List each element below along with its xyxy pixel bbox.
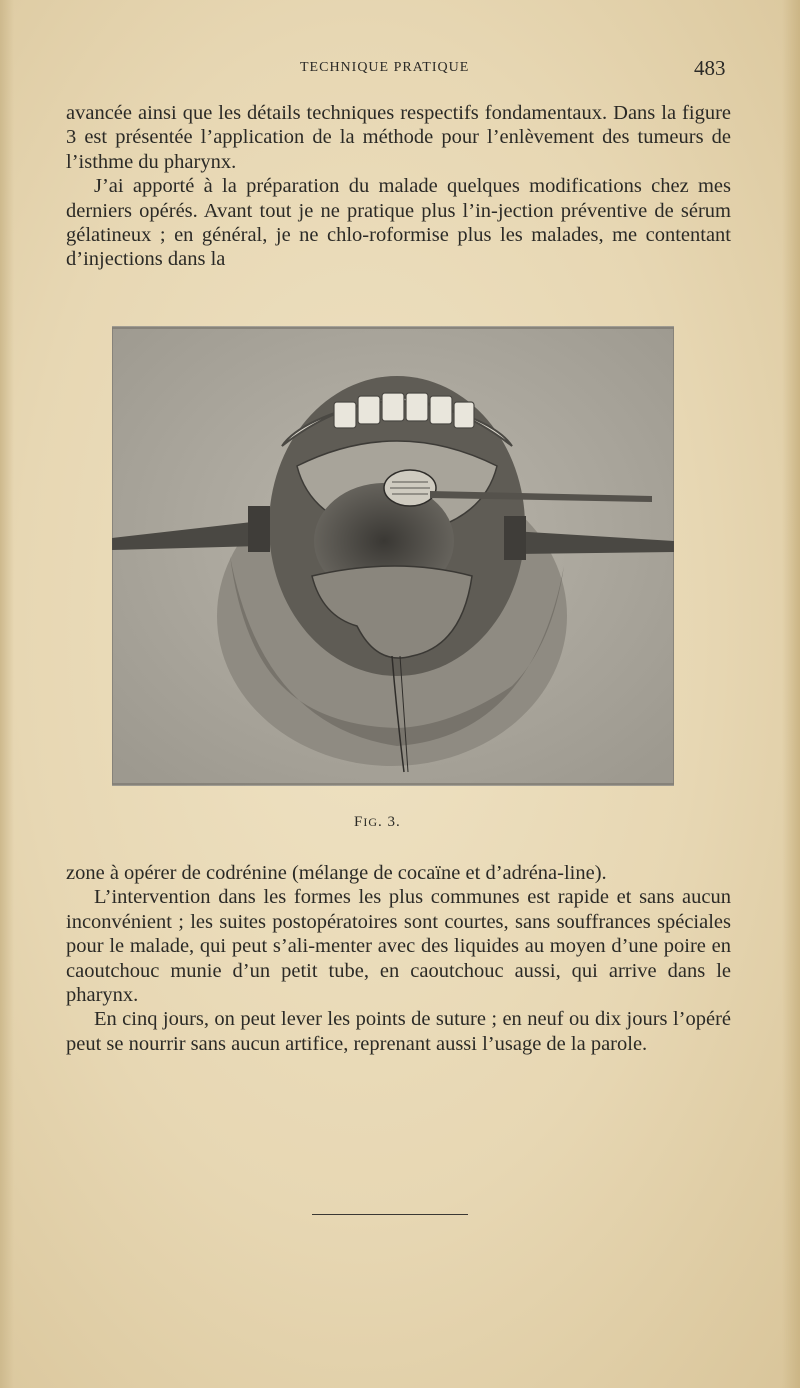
paragraph: zone à opérer de codrénine (mélange de cocaïne et d’adréna-line). [66, 862, 607, 884]
paragraph: En cinq jours, on peut lever les points de suture ; en neuf ou dix jours l’opéré peut se nourrir sans aucun artifice, reprenant aussi l’usage de la parole. [66, 1008, 731, 1055]
caption-number: . 3. [378, 814, 401, 830]
paragraph: J’ai apporté à la préparation du malade quelques modifications chez mes derniers opérés. Avant tout je ne pratique plus l’in-jection préventive de sérum gélatineux ; en général, je ne chlo-roformise plus les malades, me contentant d’injections dans la [66, 175, 731, 271]
figure-caption [354, 814, 401, 831]
surgical-illustration [112, 326, 674, 786]
section-end-rule [312, 1214, 468, 1215]
caption-smallcaps: IG [363, 815, 379, 829]
caption-prefix: F [354, 814, 364, 830]
body-text-bottom [66, 861, 731, 1056]
paragraph: L’intervention dans les formes les plus communes est rapide et sans aucun inconvénient ; les suites postopératoires sont courtes, sans souffrances spéciales pour le malade, qui peut s’ali-menter avec des liquides au moyen d’une poire en caoutchouc munie d’un petit tube, en caoutchouc aussi, qui arrive dans le pharynx. [66, 886, 731, 1007]
paragraph: avancée ainsi que les détails techniques respectifs fondamentaux. Dans la figure 3 est présentée l’application de la méthode pour l’enlèvement des tumeurs de l’isthme du pharynx. [66, 102, 731, 173]
mouth-retractor-drawing [112, 326, 674, 786]
body-text-top [66, 101, 731, 272]
running-head: TECHNIQUE PRATIQUE [300, 60, 470, 75]
page-number: 483 [694, 56, 726, 80]
